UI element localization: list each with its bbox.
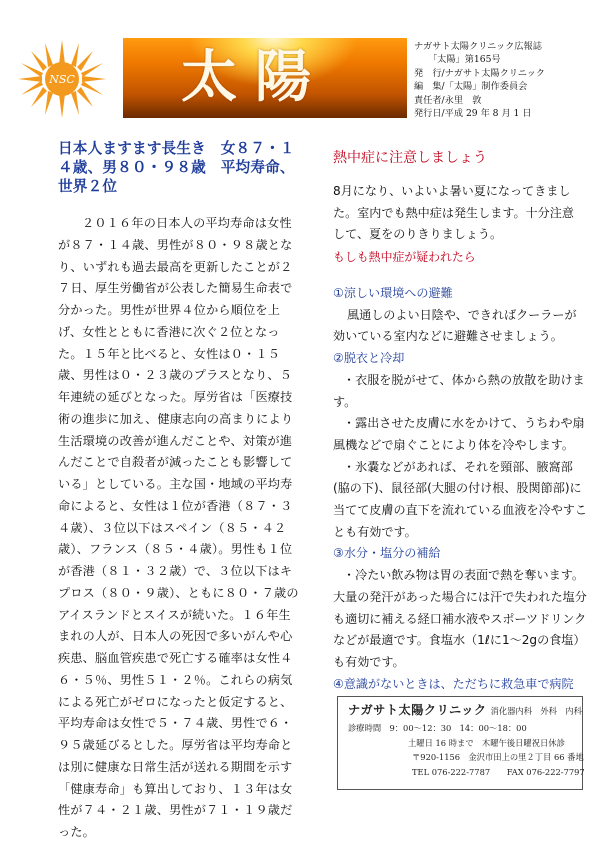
masthead-date: 発行日/平成 29 年 8 月 1 日 (414, 108, 532, 120)
step3-heading: ③水分・塩分の補給 (333, 546, 441, 561)
header-banner (123, 38, 407, 118)
clinic-hours: 診療時間 9：00～12：30 14：00～18：00 (348, 723, 527, 734)
right-article-subtitle: もしも熱中症が疑われたら (333, 250, 476, 264)
masthead-issue: 「太陽」第165号 (428, 54, 501, 66)
step4-heading: ④意識がないときは、ただちに救急車で病院 (333, 676, 574, 691)
banner-title: 太陽 (181, 44, 329, 110)
masthead-publisher: 発 行/ナガサト太陽クリニック (414, 67, 545, 79)
left-article-title: 日本人ますます長生き 女８７・１４歳、男８０・９８歳 平均寿命、世界２位 (58, 140, 295, 195)
left-article-body: ２０１６年の日本人の平均寿命は女性が８７・１４歳、男性が８０・９８歳となり、いずれも過去最高を更新したことが２７日、厚生労働省が公表した簡易生命表で分かった。男性が世界４位から順位を上げ、女性とともに香港に次ぐ２位となった。１５年と比べると、女性は０・１５歳、男性は０・２３歳のプラスとなり、５年連続の延びとなった。厚労省は「医療技術の進歩に加え、健康志向の高まりにより生活環境の改善が進んだことや、対策が進んだことで自殺者が減ったことも影響している」としている。主な国・地域の平均寿命によると、女性は１位が香港（８７・３４歳）、３位以下はスペイン（８５・４２歳）、フランス（８５・４歳）。男性も１位が香港（８１・３２歳）で、３位以下はキプロス（８０・９歳）、ともに８０・７歳のアイスランドとスイスが続いた。１６年生まれの人が、日本人の死因で多いがんや心疾患、脳血管疾患で死亡する確率は女性４６・５％、男性５１・２％。これらの病気による死亡がゼロになったと仮定すると、平均寿命は女性で５・７４歳、男性で６・９５歳延びるとした。厚労省は平均寿命とは別に健康な日常生活が送れる期間を示す「健康寿命」も算出しており、１３年は女性が７４・２１歳、男性が７１・１９歳だった。 (58, 216, 299, 839)
heatstroke-steps (333, 283, 587, 695)
right-article-title: 熱中症に注意しましょう (333, 150, 487, 166)
clinic-address: 〒920-1156 金沢市田上の里２丁目 66 番地 (412, 752, 584, 763)
step3-text: ・冷たい飲み物は胃の表面で熱を奪います。大量の発汗があった場合には汗で失われた塩分も適切に補える経口補水液やスポーツドリンクなどが最適です。食塩水（1ℓに1～2gの食塩）も有効です。 (333, 568, 587, 669)
clinic-sun-logo (18, 40, 106, 118)
step2-text-2: ・露出させた皮膚に水をかけて、うちわや扇風機などで扇ぐことにより体を冷やします。 (333, 416, 585, 452)
step1-text: 風通しのよい日陰や、できればクーラーが効いている室内などに避難させましょう。 (333, 307, 577, 344)
clinic-info-box (337, 696, 583, 790)
masthead-publication: ナガサト太陽クリニック広報誌 (414, 41, 542, 52)
clinic-tel-fax: TEL 076-222-7787 FAX 076-222-7797 (412, 766, 585, 777)
masthead-responsible: 責任者/永里 敦 (414, 94, 482, 106)
step1-heading: ①涼しい環境への避難 (333, 286, 453, 300)
clinic-closed-days: 土曜日 16 時まで 木曜午後日曜祝日休診 (408, 737, 565, 748)
step2-text-1: ・衣服を脱がせて、体から熱の放散を助けます。 (333, 372, 585, 409)
logo-lettering: NSC (49, 73, 75, 86)
right-article-intro: 8月になり、いよいよ暑い夏になってきました。室内でも熱中症は発生します。十分注意して、夏をのりきりましょう。 (333, 184, 574, 241)
masthead (414, 40, 594, 120)
step2-heading: ②脱衣と冷却 (333, 351, 405, 366)
clinic-name: ナガサト太陽クリニック (348, 703, 487, 717)
clinic-departments: 消化器内科 外科 内科 (490, 706, 582, 716)
masthead-editor: 編 集/「太陽」制作委員会 (414, 81, 528, 93)
step2-text-3: ・氷嚢などがあれば、それを頸部、腋窩部(脇の下)、鼠径部(大腿の付け根、股関節部)に当てて皮膚の直下を流れている血液を冷やすことも有効です。 (333, 459, 587, 539)
